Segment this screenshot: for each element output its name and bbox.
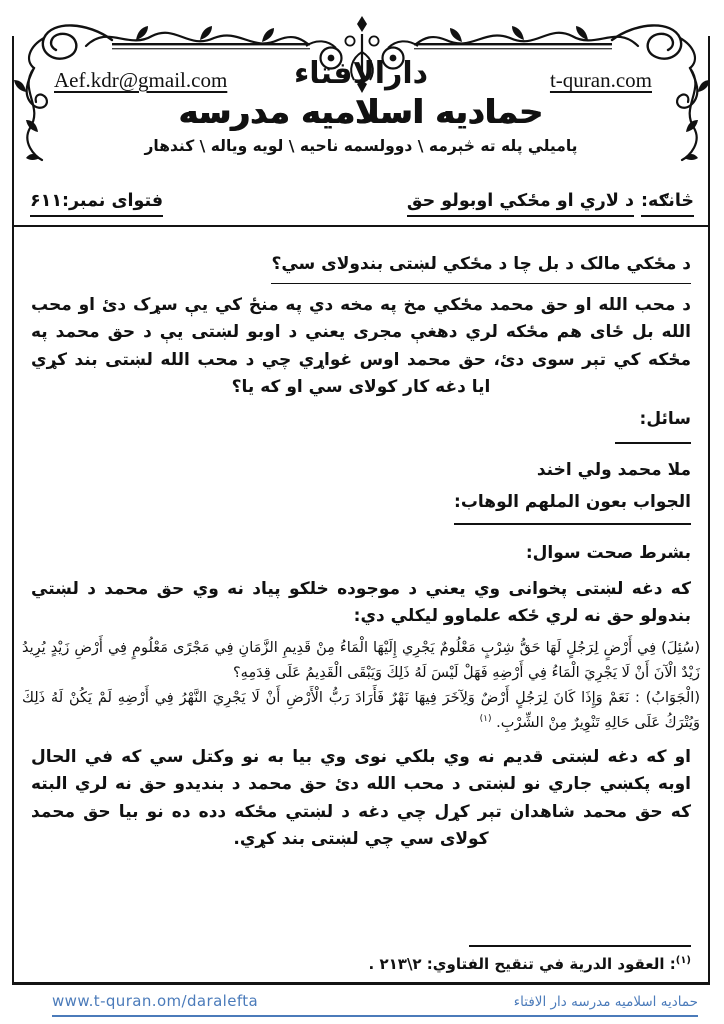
footnote-area [31, 945, 691, 973]
meta-row [30, 191, 694, 217]
arabic-quote-answer: (الْجَوَابُ) : نَعَمْ وَإِذَا كَانَ لِرَجُلٍ أَرْضٌ وَلِآخَرَ فِيهَا نَهْرٌ فَأَرَادَ رَبُّ الْأَرْضِ أَنْ لَا يَجْرِيَ النَّهْرُ فِي أَرْضِهِ لَمْ يَكُنْ لَهُ ذَلِكَ وَيُتْرَكُ عَلَى حَالِهِ تَنْوِيرٌ مِنْ الشِّرْبِ. $^{(١)}$ [22, 689, 700, 731]
address-line: پاميلي پله ته څېرمه \ دوولسمه ناحيه \ لويه وياله \ کندهار [144, 136, 578, 155]
footnote-separator [469, 945, 691, 947]
answer-paragraph-2: او که دغه لښتی قديم نه وي بلکي نوی وي بيا به نو وکتل سي که في الحال اوبه پکښي جاري نو لښتی د محب الله دئ حق محمد د بنديدو حق نه لري البته که حق محمد شاهدان تېر کړل چي دغه د لښتي مځکه دده ده نو بيا حق محمد کولای سي چي لښتی بند کړي. [31, 746, 691, 850]
footer-org-name: حماديه اسلاميه مدرسه دار الافتاء [513, 994, 698, 1010]
email-link[interactable]: Aef.kdr@gmail.com [54, 68, 228, 92]
page-title: دارالافتاء [293, 56, 429, 91]
fatwa-number-value: ۶۱۱ [30, 191, 63, 211]
footnote-reference-mark: (١) [479, 713, 492, 724]
arabic-quotation [22, 636, 700, 736]
asker-label: سائل: [639, 408, 691, 429]
footnote-marker: (١) [675, 955, 691, 966]
footnote [31, 955, 691, 973]
contact-row [54, 68, 652, 93]
footer-url-link[interactable]: www.t-quran.om/daralefta [52, 992, 259, 1010]
asker-underline [615, 442, 691, 444]
document-frame [12, 36, 710, 985]
organization-title: حماديه اسلاميه مدرسه [178, 92, 544, 131]
answer-heading: الجواب بعون الملهم الوهاب: [31, 489, 691, 526]
question-heading: د مځکي مالک د بل چا د مځکي لښتی بندولای سي؟ [31, 251, 691, 284]
website-link[interactable]: t-quran.com [549, 68, 652, 92]
category-label: څانګه: [641, 191, 694, 217]
footnote-text: : العقود الدرية في تنقيح الفتاوي: ٢\٢١٣ . [368, 955, 676, 973]
letterhead [14, 56, 708, 227]
fatwa-number [30, 191, 163, 217]
page-footer [52, 992, 698, 1017]
condition-line: بشرط صحت سوال: [525, 543, 691, 564]
arabic-quote-question: (سُئِلَ) فِي أَرْضٍ لِرَجُلٍ لَهَا حَقُّ شِرْبٍ مَعْلُومٌ يَجْرِي إِلَيْهَا الْمَاءُ مِنْ قَدِيمِ الزَّمَانِ فِي مَجْرًى مَعْلُومٍ فِي أَرْضِ زَيْدٍ يُرِيدُ زَيْدٌ الْآنَ أَنْ لَا يَجْرِيَ الْمَاءُ فِي أَرْضِهِ فَهَلْ لَيْسَ لَهُ ذَلِكَ وَيَبْقَى الْقَدِيمُ عَلَى قِدَمِهِ؟ [22, 639, 700, 681]
fatwa-number-label: فتوای نمبر: [62, 191, 164, 211]
document-body [14, 227, 708, 854]
asker-name: ملا محمد ولي اخند [536, 460, 691, 481]
question-paragraph: د محب الله او حق محمد مځکي مخ په مخه دي په منځ کي يې سړک دئ او محب الله بل ځای هم مځکه لري دهغې مجری يعني د اوبو لښتی يې د حق محمد په مځکه کي تېر سوی دئ، حق محمد اوس غواړي چي د محب الله لښتی بند کړي ايا دغه کار کولای سي او که يا؟ [31, 294, 691, 398]
category-value: د لاري او مځکي اوبولو حق [407, 191, 634, 217]
category [407, 191, 694, 217]
answer-paragraph-1: که دغه لښتی پخوانی وي يعني د موجوده خلکو پياد نه وي حق محمد د لښتي بندولو حق نه لري ځکه علماوو ليکلي دي: [31, 578, 691, 627]
